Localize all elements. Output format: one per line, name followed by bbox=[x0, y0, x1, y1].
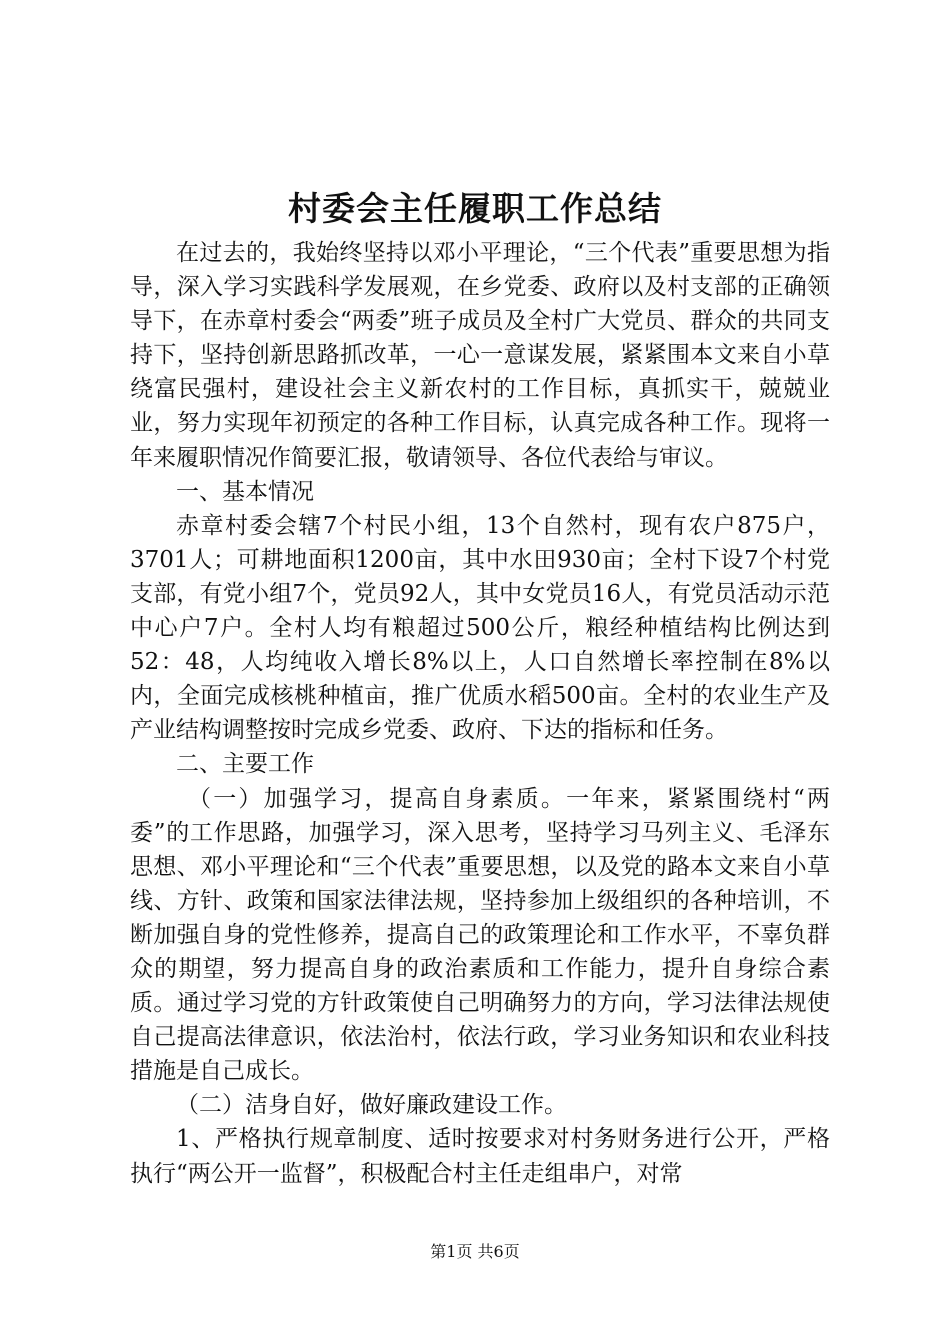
paragraph-basic-situation: 赤章村委会辖7个村民小组，13个自然村，现有农户875户，3701人；可耕地面积1200亩，其中水田930亩；全村下设7个村党支部，有党小组7个，党员92人，其中女党员16人，有党员活动示范中心户7户。全村人均有粮超过500公斤，粮经种植结构比例达到52：48，人均纯收入增长8%以上，人口自然增长率控制在8%以内，全面完成核桃种植亩，推广优质水稻500亩。全村的农业生产及产业结构调整按时完成乡党委、政府、下达的指标和任务。 bbox=[130, 512, 830, 744]
document-title: 村委会主任履职工作总结 bbox=[288, 189, 662, 228]
paragraph-study: （一）加强学习，提高自身素质。一年来，紧紧围绕村“两委”的工作思路，加强学习，深入思考，坚持学习马列主义、毛泽东思想、邓小平理论和“三个代表”重要思想，以及党的路本文来自小草线、方针、政策和国家法律法规，坚持参加上级组织的各种培训，不断加强自身的党性修养，提高自己的政策理论和工作水平，不辜负群众的期望，努力提高自身的政治素质和工作能力，提升自身综合素质。通过学习党的方针政策使自己明确努力的方向，学习法律法规使自己提高法律意识，依法治村，依法行政，学习业务知识和农业科技措施是自己成长。 bbox=[130, 785, 830, 1085]
paragraph-intro: 在过去的，我始终坚持以邓小平理论，“三个代表”重要思想为指导，深入学习实践科学发展观，在乡党委、政府以及村支部的正确领导下，在赤章村委会“两委”班子成员及全村广大党员、群众的共同支持下，坚持创新思路抓改革，一心一意谋发展，紧紧围本文来自小草绕富民强村，建设社会主义新农村的工作目标，真抓实干，兢兢业业，努力实现年初预定的各种工作目标，认真完成各种工作。现将一年来履职情况作简要汇报，敬请领导、各位代表给与审议。 bbox=[130, 240, 830, 471]
paragraph-rules: 1、严格执行规章制度、适时按要求对村务财务进行公开，严格执行“两公开一监督”，积极配合村主任走组串户，对常 bbox=[130, 1126, 830, 1187]
section-heading-basic-situation: 一、基本情况 bbox=[176, 478, 314, 505]
page-footer: 第1页 共6页 bbox=[430, 1242, 520, 1261]
subheading-integrity: （二）洁身自好，做好廉政建设工作。 bbox=[176, 1092, 567, 1119]
section-heading-main-work: 二、主要工作 bbox=[176, 751, 314, 778]
document-body bbox=[130, 236, 830, 1191]
